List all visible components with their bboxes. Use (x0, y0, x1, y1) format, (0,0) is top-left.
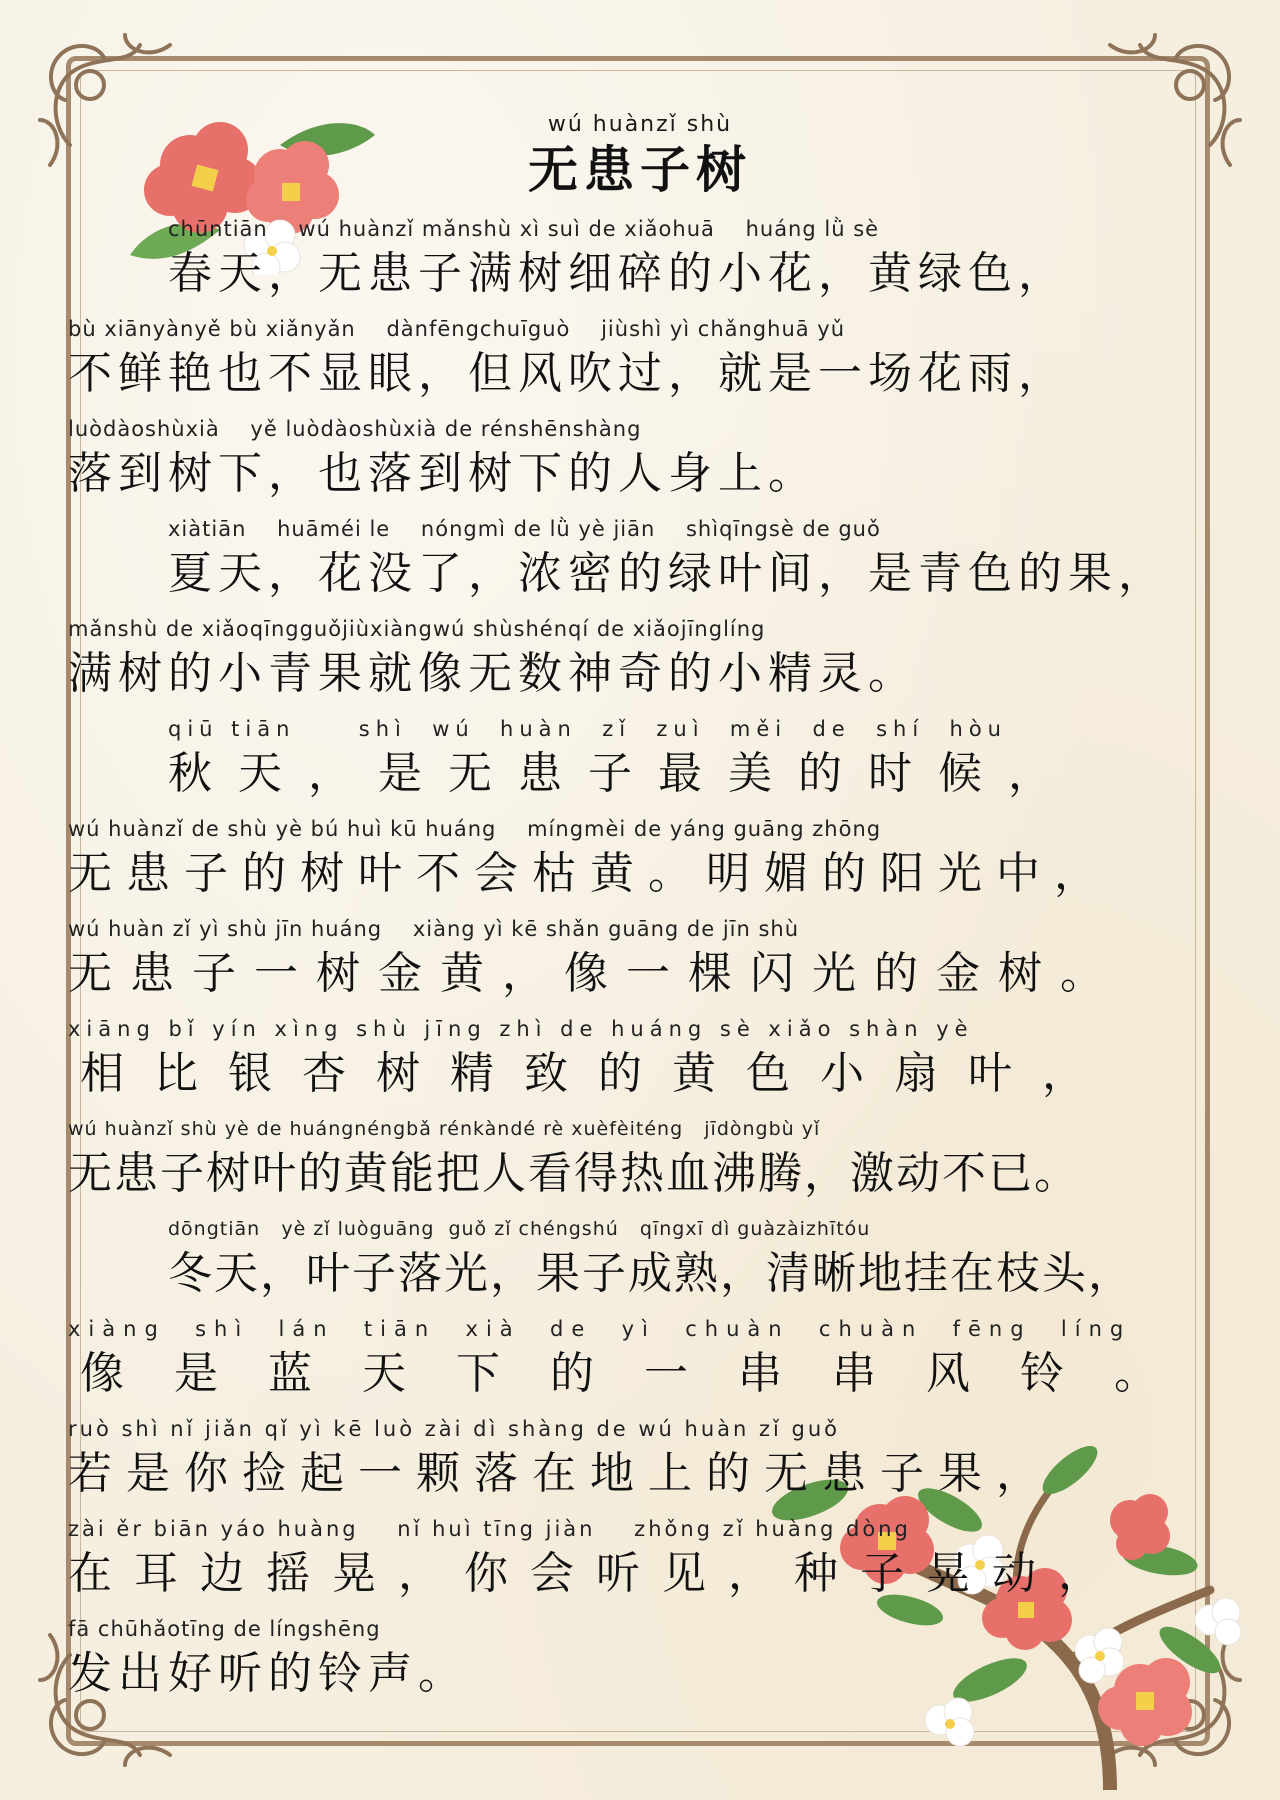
text-line (68, 1314, 1218, 1414)
pinyin-line: qiū tiān shì wú huàn zǐ zuì měi de shí hòu (168, 717, 1007, 741)
pinyin-line: zài ěr biān yáo huàng nǐ huì tīng jiàn zhǒng zǐ huàng dòng (68, 1517, 911, 1541)
pinyin-line: ruò shì nǐ jiǎn qǐ yì kē luò zài dì shàng de wú huàn zǐ guǒ (68, 1417, 841, 1441)
pinyin-line: dōngtiān yè zǐ luòguāng guǒ zǐ chéngshú qīngxī dì guàzàizhītóu (168, 1218, 871, 1240)
text-line (68, 1014, 1218, 1114)
hanzi-line: 无患子树叶的黄能把人看得热血沸腾，激动不已。 (68, 1148, 1080, 1199)
hanzi-line: 发出好听的铃声。 (68, 1648, 468, 1699)
text-line (68, 614, 1218, 714)
page-title: 无患子树 (528, 141, 752, 199)
hanzi-line: 无患子一树金黄，像一棵闪光的金树。 (68, 948, 1122, 999)
pinyin-line: chūntiān wú huànzǐ mǎnshù xì suì de xiǎohuā huáng lǜ sè (168, 217, 880, 241)
hanzi-line: 相比银杏树精致的黄色小扇叶， (80, 1048, 1116, 1099)
hanzi-line: 若是你捡起一颗落在地上的无患子果， (68, 1448, 1054, 1499)
hanzi-line: 无患子的树叶不会枯黄。明媚的阳光中， (68, 848, 1112, 899)
text-line (68, 1614, 1218, 1714)
text-line (68, 1414, 1218, 1514)
hanzi-line: 满树的小青果就像无数神奇的小精灵。 (68, 648, 918, 699)
hanzi-line: 秋天，是无患子最美的时候， (168, 748, 1078, 799)
text-line (68, 1514, 1218, 1614)
text-line (68, 914, 1218, 1014)
pinyin-line: xiàtiān huāméi le nóngmì de lǜ yè jiān shìqīngsè de guǒ (168, 517, 881, 541)
text-line (68, 714, 1218, 814)
pinyin-line: luòdàoshùxià yě luòdàoshùxià de rénshēnshàng (68, 417, 642, 441)
title-block (0, 110, 1280, 200)
text-line (68, 214, 1218, 314)
hanzi-line: 像是蓝天下的一串串风铃。 (80, 1348, 1208, 1399)
text-body (68, 214, 1218, 1714)
text-line (68, 814, 1218, 914)
text-line (68, 1114, 1218, 1214)
pinyin-line: xiāng bǐ yín xìng shù jīng zhì de huáng sè xiǎo shàn yè (68, 1017, 974, 1041)
text-line (68, 514, 1218, 614)
text-line (68, 1214, 1218, 1314)
hanzi-line: 夏天，花没了，浓密的绿叶间，是青色的果， (168, 548, 1168, 599)
hanzi-line: 落到树下，也落到树下的人身上。 (68, 448, 818, 499)
text-line (68, 414, 1218, 514)
title-pinyin: wú huànzǐ shù (547, 112, 733, 137)
pinyin-line: wú huànzǐ shù yè de huángnéngbǎ rénkàndé rè xuèfèiténg jīdòngbù yǐ (68, 1118, 821, 1140)
pinyin-line: fā chūhǎotīng de língshēng (68, 1617, 381, 1641)
hanzi-line: 在耳边摇晃，你会听见，种子晃动， (68, 1548, 1124, 1599)
pinyin-line: bù xiānyànyě bù xiǎnyǎn dànfēngchuīguò jiùshì yì chǎnghuā yǔ (68, 317, 846, 341)
pinyin-line: mǎnshù de xiǎoqīngguǒjiùxiàngwú shùshénqí de xiǎojīnglíng (68, 617, 766, 641)
pinyin-line: wú huànzǐ de shù yè bú huì kū huáng míngmèi de yáng guāng zhōng (68, 817, 882, 841)
pinyin-line: wú huàn zǐ yì shù jīn huáng xiàng yì kē shǎn guāng de jīn shù (68, 917, 800, 941)
hanzi-line: 不鲜艳也不显眼，但风吹过，就是一场花雨， (68, 348, 1068, 399)
hanzi-line: 春天，无患子满树细碎的小花，黄绿色， (168, 248, 1068, 299)
text-line (68, 314, 1218, 414)
pinyin-line: xiàng shì lán tiān xià de yì chuàn chuàn fēng líng (68, 1317, 1132, 1341)
hanzi-line: 冬天，叶子落光，果子成熟，清晰地挂在枝头， (168, 1248, 1134, 1299)
